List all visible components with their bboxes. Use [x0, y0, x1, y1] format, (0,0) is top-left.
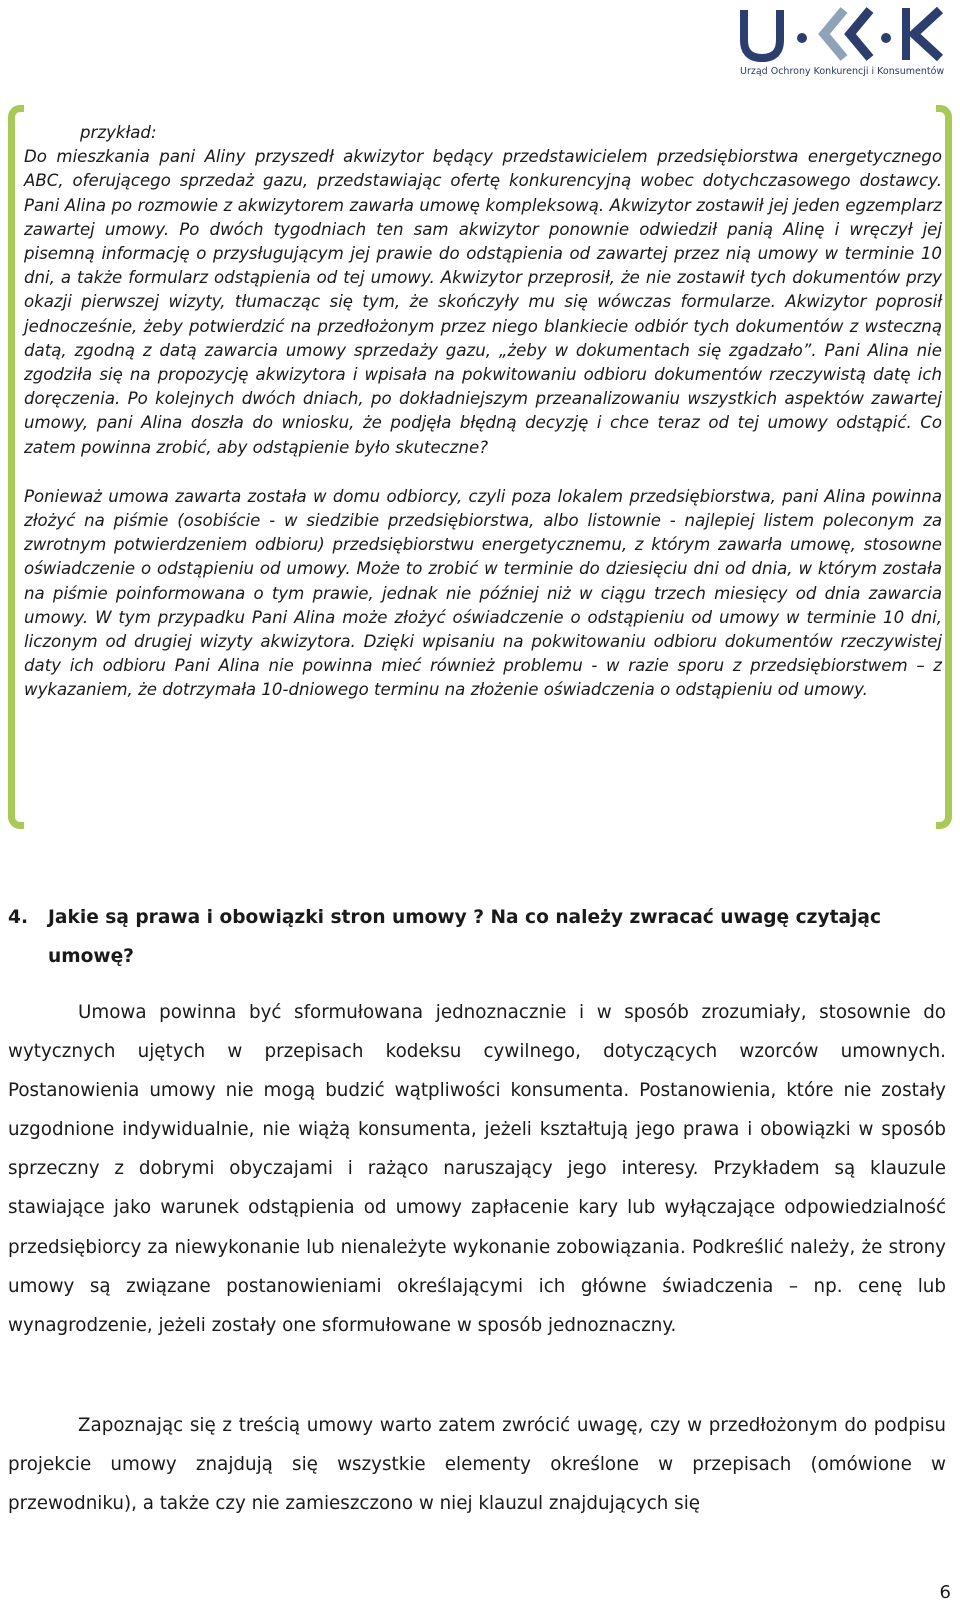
example-box: [8, 105, 952, 829]
example-story: Do mieszkania pani Aliny przyszedł akwizytor będący przedstawicielem przedsiębiorstwa energetycznego ABC, oferującego sprzedaż gazu, przedstawiając ofertę konkurencyjną wobec dotychczasowego dostawcy. Pani Alina po rozmowie z akwizytorem zawarła umowę kompleksową. Akwizytor zostawił jej jeden egzemplarz zawartej umowy. Po dwóch tygodniach ten sam akwizytor ponownie odwiedził panią Alinę i wręczył jej pisemną informację o przysługującym jej prawie do odstąpienia od zawartej przez nią umowy w terminie 10 dni, a także formularz odstąpienia od tej umowy. Akwizytor przeprosił, że nie zostawił tych dokumentów przy okazji pierwszej wizyty, tłumacząc się tym, że skończyły mu się wówczas formularze. Akwizytor poprosił jednocześnie, żeby potwierdzić na przedłożonym przez niego blankiecie odbiór tych dokumentów z wsteczną datą, zgodną z datą zawarcia umowy sprzedaży gazu, „żeby w dokumentach się zgadzało”. Pani Alina nie zgodziła się na propozycję akwizytora i wpisała na pokwitowaniu odbioru dokumentów rzeczywistą datę ich doręczenia. Po kolejnych dwóch dniach, po dokładniejszym przeanalizowaniu wszystkich aspektów zawartej umowy, pani Alina doszła do wniosku, że podjęła błędną decyzję i chce teraz od tej umowy odstąpić. Co zatem powinna zrobić, aby odstąpienie było skuteczne?: [24, 147, 942, 457]
section-paragraph-1: [8, 993, 946, 1345]
example-label: przykład:: [80, 123, 157, 142]
uokik-logo-mark: [740, 2, 950, 64]
left-bracket: [8, 105, 24, 829]
paragraph-1-text: Umowa powinna być sformułowana jednoznacznie i w sposób zrozumiały, stosownie do wytycznych ujętych w przepisach kodeksu cywilnego, dotyczących wzorców umownych. Postanowienia umowy nie mogą budzić wątpliwości konsumenta. Postanowienia, które nie zostały uzgodnione indywidualnie, nie wiążą konsumenta, jeżeli kształtują jego prawa i obowiązki w sposób sprzeczny z dobrymi obyczajami i rażąco naruszający jego interesy. Przykładem są klauzule stawiające jako warunek odstąpienia od umowy zapłacenie kary lub wyłączające odpowiedzialność przedsiębiorcy za niewykonanie lub nienależyte wykonanie zobowiązania. Podkreślić należy, że strony umowy są związane postanowieniami określającymi ich główne świadczenia – np. cenę lub wynagrodzenie, jeżeli zostały one sformułowane w sposób jednoznaczny.: [8, 1002, 946, 1336]
page-number: 6: [939, 1582, 951, 1603]
section-paragraph-2: [8, 1406, 946, 1523]
example-answer: Ponieważ umowa zawarta została w domu odbiorcy, czyli poza lokalem przedsiębiorstwa, pani Alina powinna złożyć na piśmie (osobiście - w siedzibie przedsiębiorstwa, albo listownie - najlepiej listem poleconym za zwrotnym potwierdzeniem odbioru) przedsiębiorstwu energetycznemu, z którym zawarła umowę, stosowne oświadczenie o odstąpieniu od umowy. Może to zrobić w terminie do dziesięciu dni od dnia, w którym została na piśmie poinformowana o tym prawie, jednak nie później niż w ciągu trzech miesięcy od dnia zawarcia umowy. W tym przypadku Pani Alina może złożyć oświadczenie o odstąpieniu od umowy w terminie 10 dni, liczonym od drugiej wizyty akwizytora. Dzięki wpisaniu na pokwitowaniu odbioru dokumentów rzeczywistej daty ich odbioru Pani Alina nie powinna mieć również problemu - w razie sporu z przedsiębiorstwem – z wykazaniem, że dotrzymała 10-dniowego terminu na złożenie oświadczenia o odstąpieniu od umowy.: [24, 486, 942, 700]
example-content: [24, 121, 942, 703]
section-number: 4.: [8, 907, 29, 928]
uokik-logo: [740, 2, 950, 82]
section-heading-line1: Jakie są prawa i obowiązki stron umowy ? Na co należy zwracać uwagę czytając: [48, 907, 881, 928]
section-heading: [8, 898, 946, 976]
paragraph-2-text: Zapoznając się z treścią umowy warto zatem zwrócić uwagę, czy w przedłożonym do podpisu projekcie umowy znajdują się wszystkie elementy określone w przepisach (omówione w przewodniku), a także czy nie zamieszczono w niej klauzul znajdujących się: [8, 1415, 946, 1515]
section-heading-line2: umowę?: [48, 946, 134, 967]
logo-caption: Urząd Ochrony Konkurencji i Konsumentów: [740, 66, 945, 77]
